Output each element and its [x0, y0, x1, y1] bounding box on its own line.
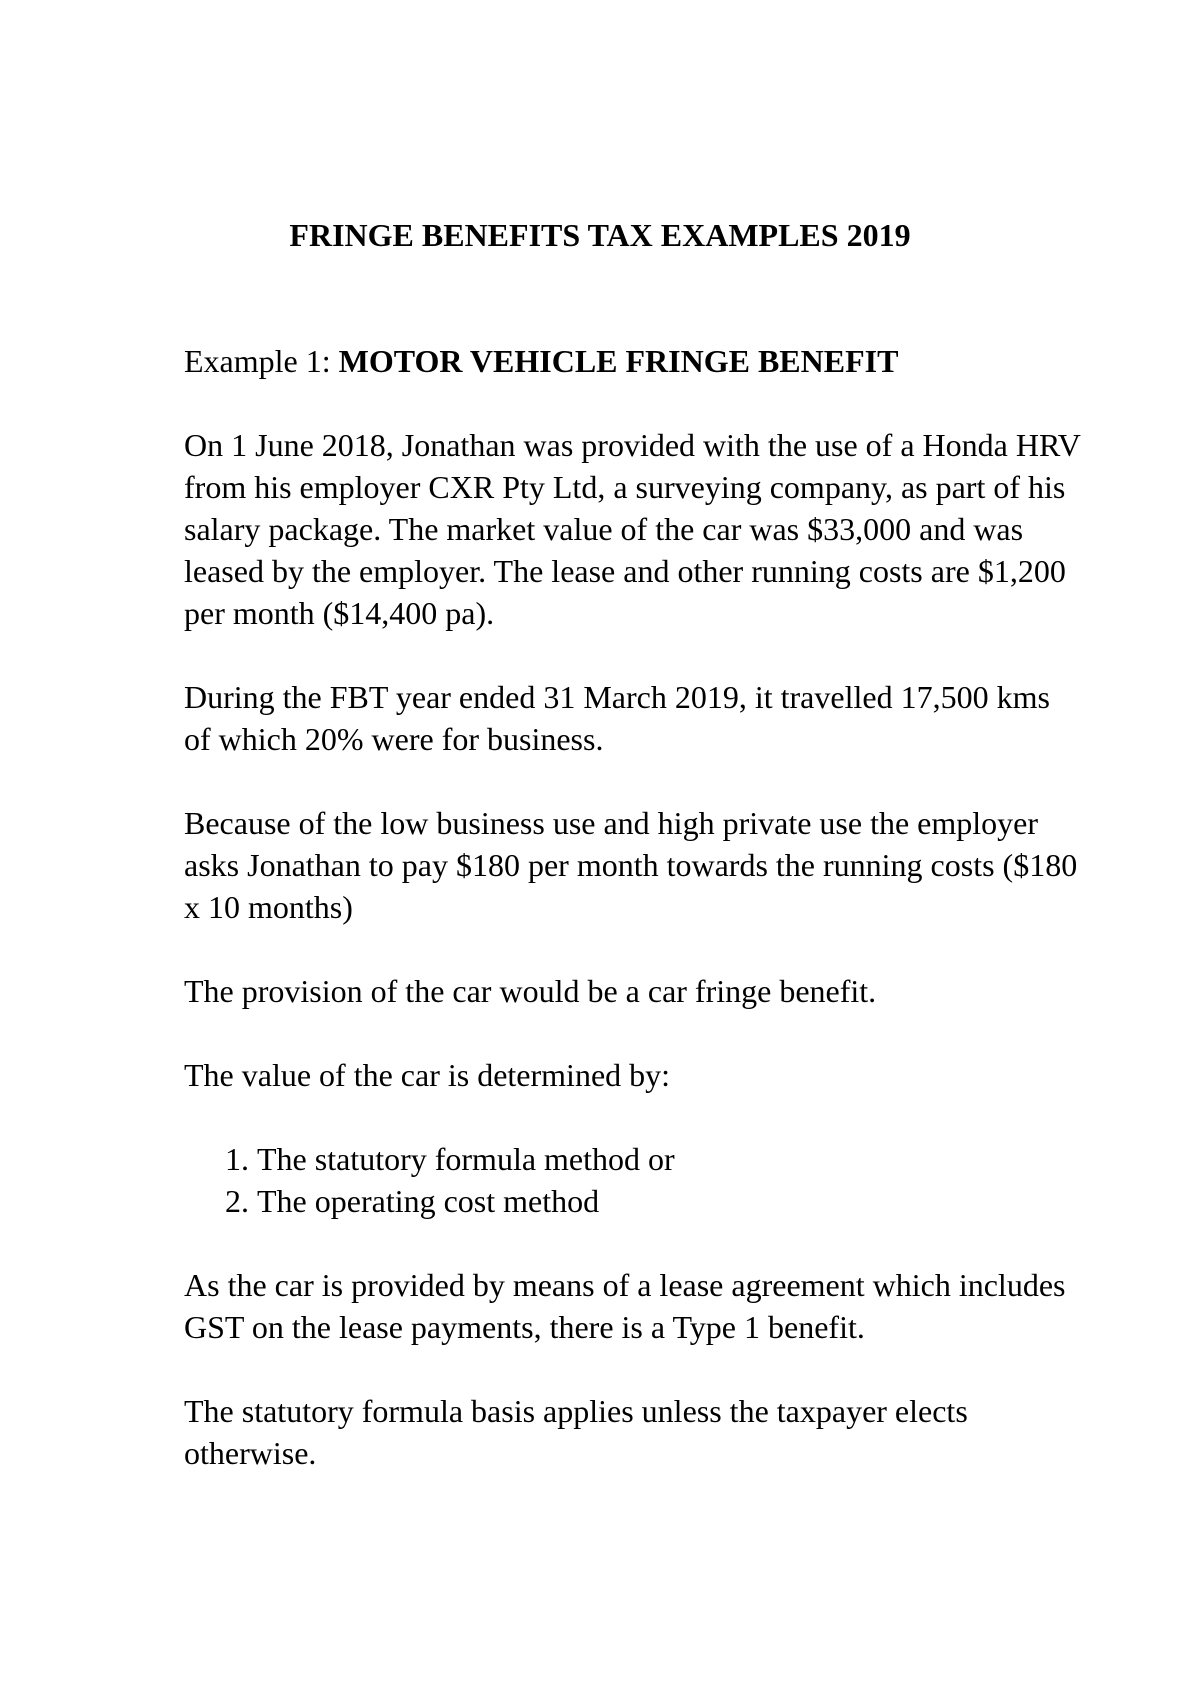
example-heading-title: MOTOR VEHICLE FRINGE BENEFIT [338, 343, 899, 379]
paragraph: During the FBT year ended 31 March 2019, it travelled 17,500 kms of which 20% were for business. [184, 679, 1050, 757]
list-item: 1. The statutory formula method or [257, 1138, 1084, 1180]
paragraph: As the car is provided by means of a lease agreement which includes GST on the lease payments, there is a Type 1 benefit. [184, 1267, 1066, 1345]
paragraph: Because of the low business use and high private use the employer asks Jonathan to pay $180 per month towards the running costs ($180 x 10 months) [184, 805, 1078, 925]
document-title: FRINGE BENEFITS TAX EXAMPLES 2019 [289, 217, 911, 253]
paragraph: The statutory formula basis applies unless the taxpayer elects otherwise. [184, 1393, 968, 1471]
list-item: 2. The operating cost method [257, 1180, 1084, 1222]
document-body [184, 340, 1084, 1516]
paragraph: On 1 June 2018, Jonathan was provided with the use of a Honda HRV from his employer CXR Pty Ltd, a surveying company, as part of his salary package. The market value of the car was $33,000 and was leased by the employer. The lease and other running costs are $1,200 per month ($14,400 pa). [184, 427, 1081, 631]
example-heading [184, 340, 1084, 382]
example-heading-prefix: Example 1: [184, 343, 339, 379]
paragraph: The provision of the car would be a car fringe benefit. [184, 973, 877, 1009]
methods-list [184, 1138, 1084, 1222]
paragraph: The value of the car is determined by: [184, 1057, 671, 1093]
